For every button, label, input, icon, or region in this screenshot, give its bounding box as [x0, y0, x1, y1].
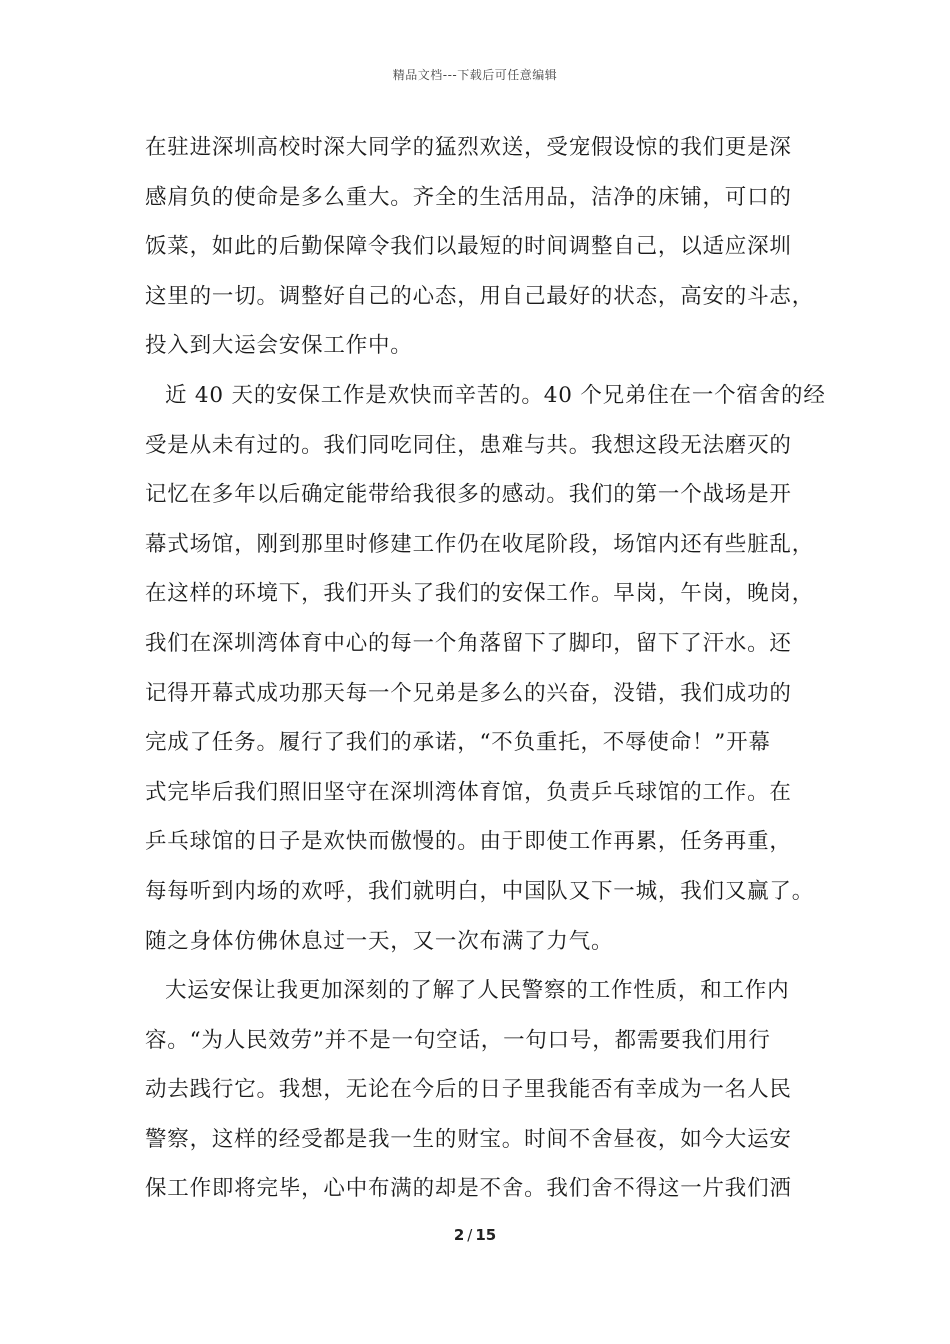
- text-line: 式完毕后我们照旧坚守在深圳湾体育馆，负责乒乓球馆的工作。在: [145, 779, 792, 805]
- text-line: 在驻进深圳高校时深大同学的猛烈欢送，受宠假设惊的我们更是深: [145, 135, 792, 160]
- text-line: 保工作即将完毕，心中布满的却是不舍。我们舍不得这一片我们洒: [145, 1176, 792, 1202]
- text-line: 感肩负的使命是多么重大。齐全的生活用品，洁净的床铺，可口的: [145, 184, 792, 210]
- page-separator: /: [467, 1226, 473, 1244]
- text-line: 受是从未有过的。我们同吃同住，患难与共。我想这段无法磨灭的: [145, 432, 792, 458]
- text-line: 乒乓球馆的日子是欢快而傲慢的。由于即使工作再累，任务再重，: [145, 829, 792, 855]
- text-line: 近 40 天的安保工作是欢快而辛苦的。40 个兄弟住在一个宿舍的经: [165, 382, 826, 408]
- text-line: 幕式场馆，刚到那里时修建工作仍在收尾阶段，场馆内还有些脏乱，: [145, 531, 815, 557]
- text-line: 在这样的环境下，我们开头了我们的安保工作。早岗，午岗，晚岗，: [145, 581, 815, 607]
- text-line: 容。“为人民效劳”并不是一句空话，一句口号，都需要我们用行: [145, 1027, 771, 1053]
- text-line: 我们在深圳湾体育中心的每一个角落留下了脚印，留下了汗水。还: [145, 630, 792, 656]
- total-pages: 15: [475, 1226, 497, 1244]
- current-page: 2: [453, 1226, 465, 1244]
- text-line: 随之身体仿佛休息过一天，又一次布满了力气。: [145, 928, 614, 954]
- document-body: [145, 128, 825, 1219]
- text-line: 饭菜，如此的后勤保障令我们以最短的时间调整自己，以适应深圳: [145, 234, 792, 260]
- text-line: 这里的一切。调整好自己的心态，用自己最好的状态，高安的斗志，: [145, 283, 815, 309]
- text-line: 大运安保让我更加深刻的了解了人民警察的工作性质，和工作内: [165, 978, 790, 1004]
- text-line: 动去践行它。我想，无论在今后的日子里我能否有幸成为一名人民: [145, 1077, 792, 1103]
- text-line: 每每听到内场的欢呼，我们就明白，中国队又下一城，我们又赢了。: [145, 878, 815, 904]
- page-header: 精品文档---下载后可任意编辑: [392, 68, 558, 82]
- text-line: 记忆在多年以后确定能带给我很多的感动。我们的第一个战场是开: [145, 482, 792, 508]
- text-line: 记得开幕式成功那天每一个兄弟是多么的兴奋，没错，我们成功的: [145, 680, 792, 706]
- text-line: 投入到大运会安保工作中。: [145, 333, 413, 359]
- page-number: [0, 1226, 950, 1244]
- text-line: 完成了任务。履行了我们的承诺，“不负重托，不辱使命！”开幕: [145, 730, 771, 756]
- text-line: 警察，这样的经受都是我一生的财宝。时间不舍昼夜，如今大运安: [145, 1126, 792, 1152]
